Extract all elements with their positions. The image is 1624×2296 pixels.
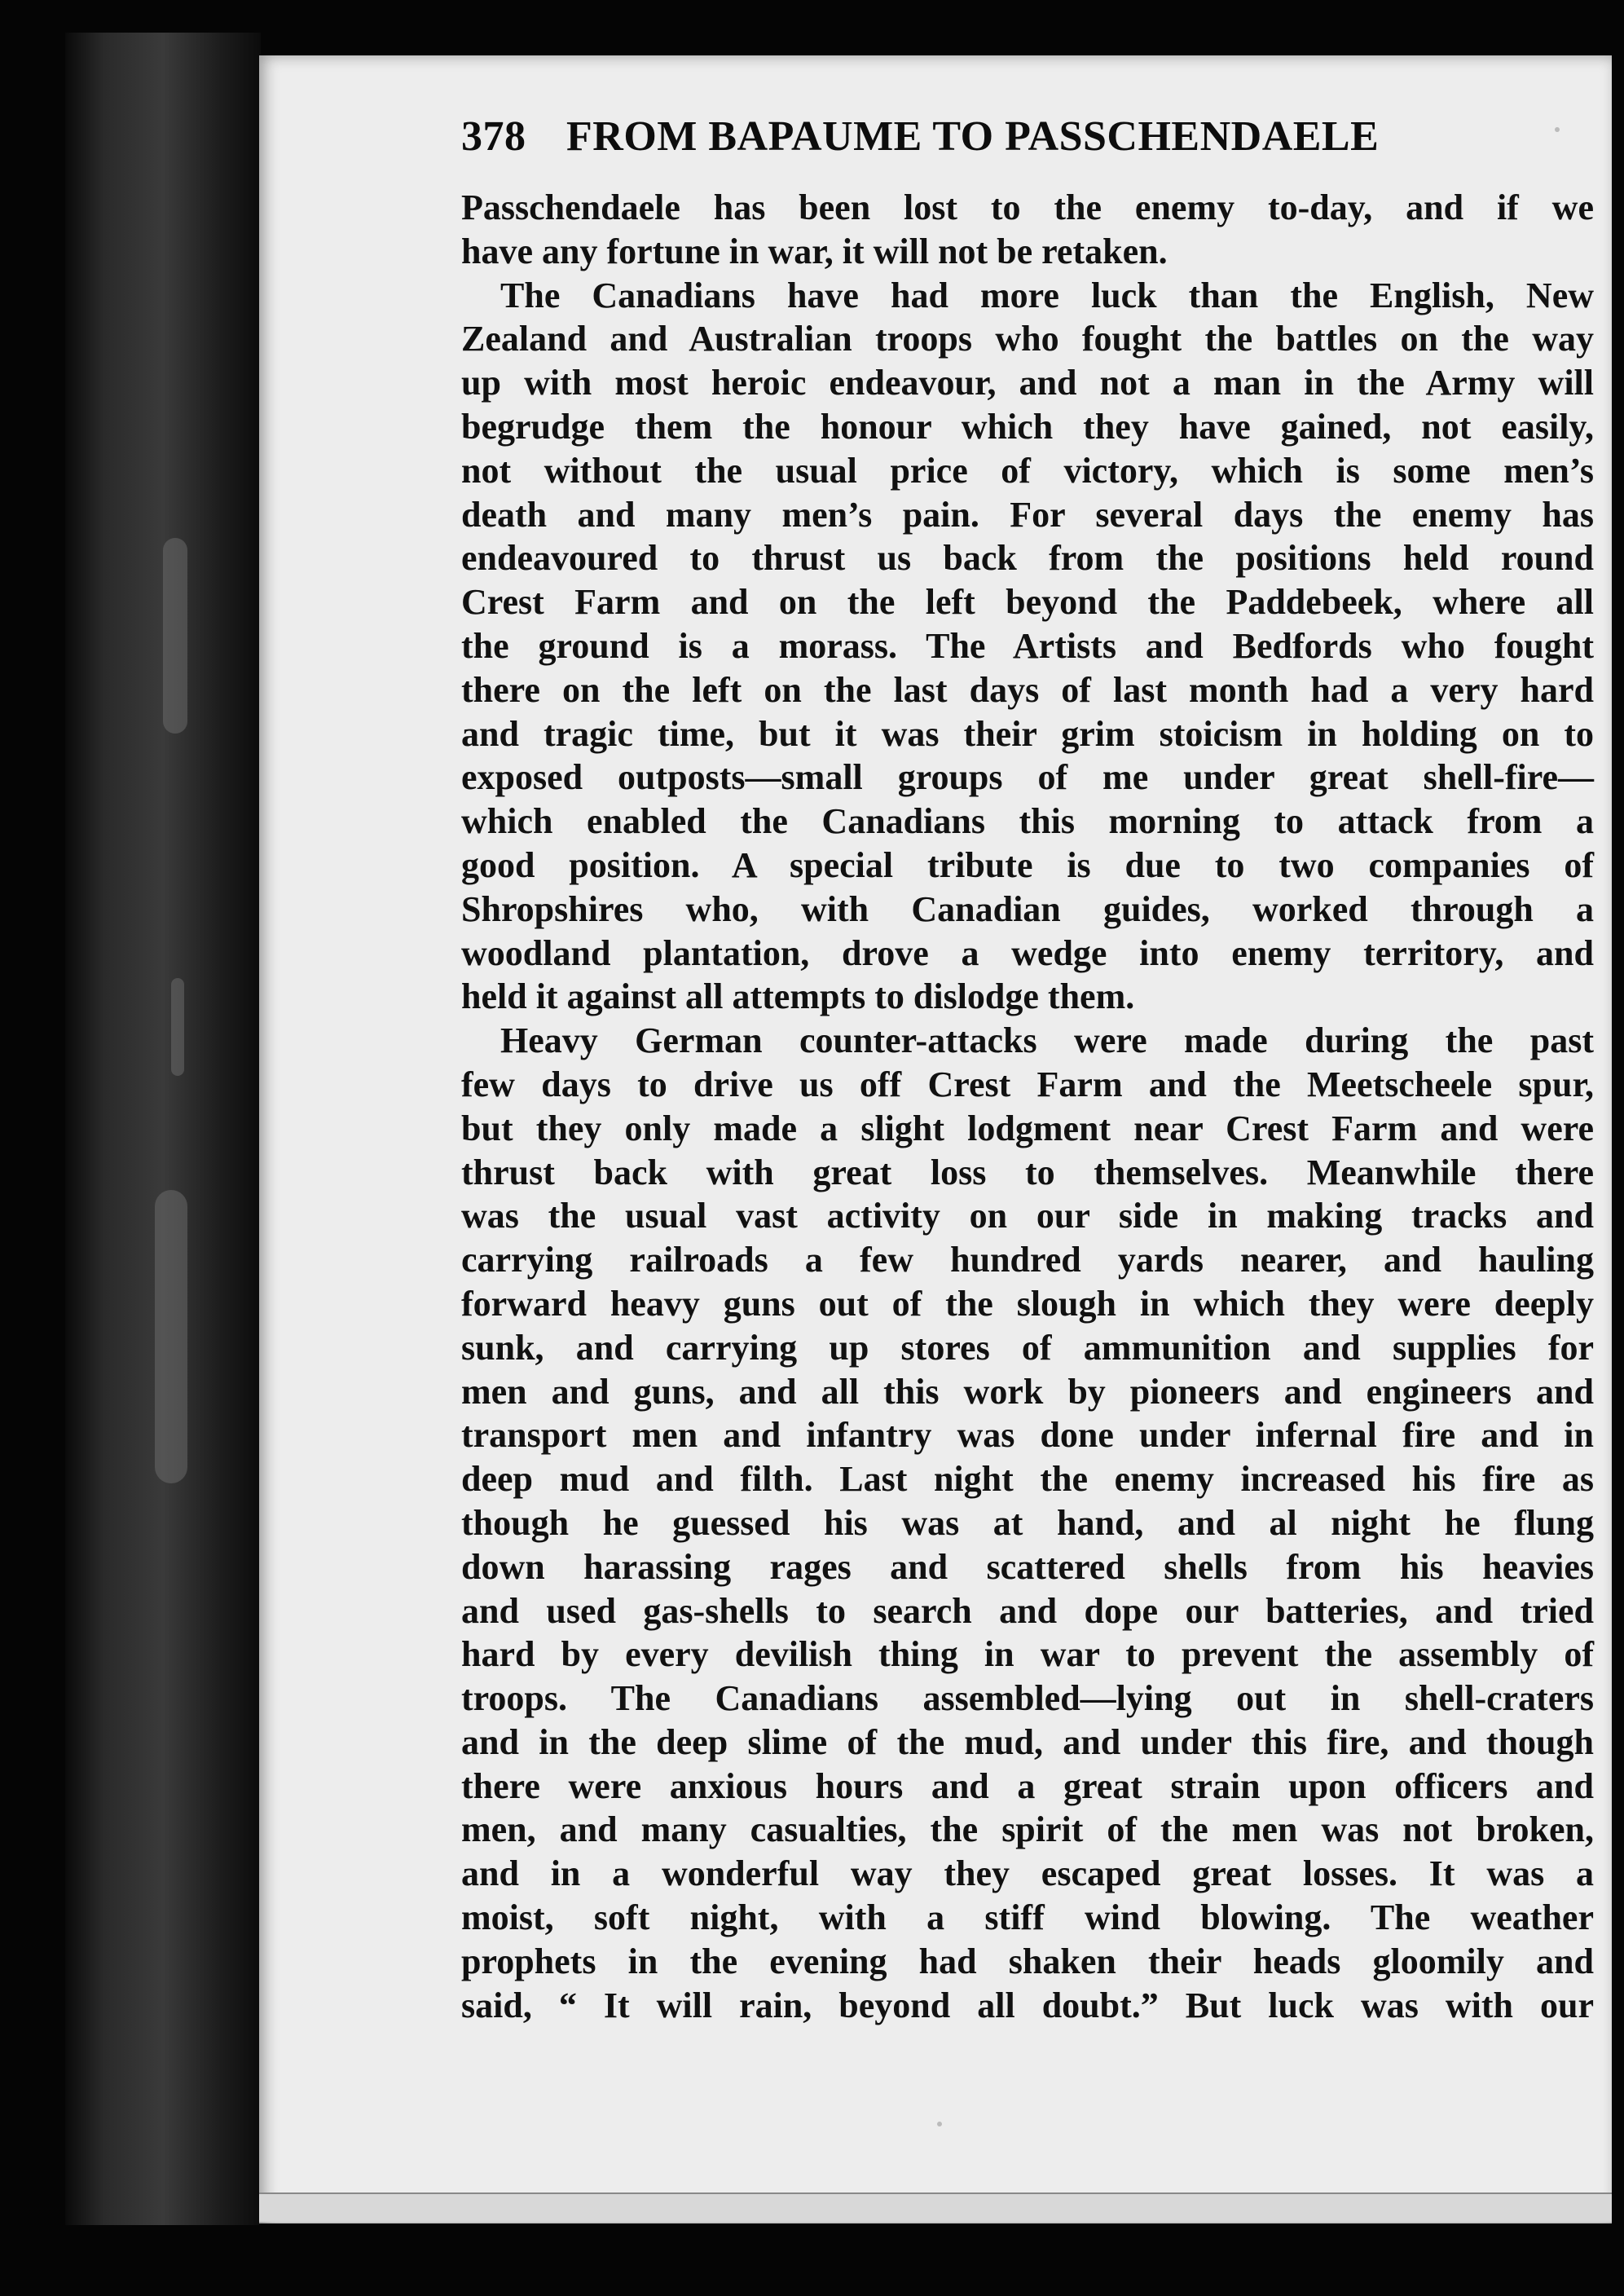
text-line: good position. A special tribute is due to two companies of	[461, 844, 1594, 885]
text-line: not without the usual price of victory, which is some men’s	[461, 450, 1594, 491]
text-line: and in a wonderful way they escaped great losses. It was a	[461, 1853, 1594, 1894]
spine-highlight	[155, 1190, 187, 1483]
text-line: prophets in the evening had shaken their heads gloomily and	[461, 1941, 1594, 1981]
page-edge	[259, 2192, 1612, 2222]
text-line: death and many men’s pain. For several days the enemy has	[461, 494, 1594, 535]
text-line: there were anxious hours and a great strain upon officers and	[461, 1765, 1594, 1806]
speck-mark	[1555, 127, 1560, 132]
running-head: FROM BAPAUME TO PASSCHENDAELE	[566, 113, 1380, 160]
text-line: said, “ It will rain, beyond all doubt.” But luck was with our	[461, 1985, 1594, 2025]
text-line: Crest Farm and on the left beyond the Paddebeek, where all	[461, 582, 1594, 623]
body-text	[461, 186, 1594, 2027]
text-line: few days to drive us off Crest Farm and the Meetscheele spur,	[461, 1064, 1594, 1104]
speck-mark	[937, 2122, 942, 2126]
text-line: and tragic time, but it was their grim stoicism in holding on to	[461, 713, 1594, 754]
text-line: men, and many casualties, the spirit of the men was not broken,	[461, 1809, 1594, 1850]
text-line: hard by every devilish thing in war to prevent the assembly of	[461, 1634, 1594, 1675]
text-line: was the usual vast activity on our side in making tracks and	[461, 1196, 1594, 1236]
text-line: forward heavy guns out of the slough in which they were deeply	[461, 1283, 1594, 1324]
text-line: The Canadians have had more luck than the English, New	[500, 275, 1594, 315]
spine-highlight	[163, 538, 187, 734]
text-line: woodland plantation, drove a wedge into enemy territory, and	[461, 932, 1594, 973]
text-line: deep mud and filth. Last night the enemy increased his fire as	[461, 1459, 1594, 1500]
text-line: moist, soft night, with a stiff wind blowing. The weather	[461, 1897, 1594, 1938]
text-line: the ground is a morass. The Artists and Bedfords who fought	[461, 625, 1594, 666]
text-line: but they only made a slight lodgment near Crest Farm and were	[461, 1108, 1594, 1148]
text-line: men and guns, and all this work by pioneers and engineers and	[461, 1371, 1594, 1412]
text-line: down harassing rages and scattered shells from his heavies	[461, 1546, 1594, 1587]
text-line: and used gas-shells to search and dope our batteries, and tried	[461, 1590, 1594, 1631]
text-line: begrudge them the honour which they have gained, not easily,	[461, 406, 1594, 447]
text-line: exposed outposts—small groups of me under great shell-fire—	[461, 757, 1594, 798]
text-line: endeavoured to thrust us back from the positions held round	[461, 538, 1594, 579]
text-line: Shropshires who, with Canadian guides, worked through a	[461, 888, 1594, 929]
spine-highlight	[171, 978, 184, 1076]
text-line: have any fortune in war, it will not be retaken.	[461, 231, 1168, 271]
text-line: transport men and infantry was done under infernal fire and in	[461, 1415, 1594, 1456]
text-line: though he guessed his was at hand, and al night he flung	[461, 1502, 1594, 1543]
book-page	[259, 55, 1612, 2223]
text-line: held it against all attempts to dislodge them.	[461, 976, 1135, 1017]
text-line: which enabled the Canadians this morning to attack from a	[461, 801, 1594, 842]
page-header	[461, 112, 1602, 178]
text-line: carrying railroads a few hundred yards nearer, and hauling	[461, 1240, 1594, 1280]
text-line: up with most heroic endeavour, and not a man in the Army will	[461, 363, 1594, 403]
text-line: there on the left on the last days of last month had a very hard	[461, 669, 1594, 710]
book-spine	[65, 33, 261, 2225]
text-line: troops. The Canadians assembled—lying out in shell-craters	[461, 1678, 1594, 1719]
text-line: Zealand and Australian troops who fought the battles on the way	[461, 319, 1594, 359]
page-number: 378	[461, 113, 526, 160]
text-line: sunk, and carrying up stores of ammunition and supplies for	[461, 1327, 1594, 1368]
text-line: and in the deep slime of the mud, and under this fire, and though	[461, 1721, 1594, 1762]
text-line: thrust back with great loss to themselves. Meanwhile there	[461, 1152, 1594, 1192]
text-line: Passchendaele has been lost to the enemy to-day, and if we	[461, 187, 1594, 227]
text-line: Heavy German counter-attacks were made during the past	[500, 1020, 1594, 1061]
